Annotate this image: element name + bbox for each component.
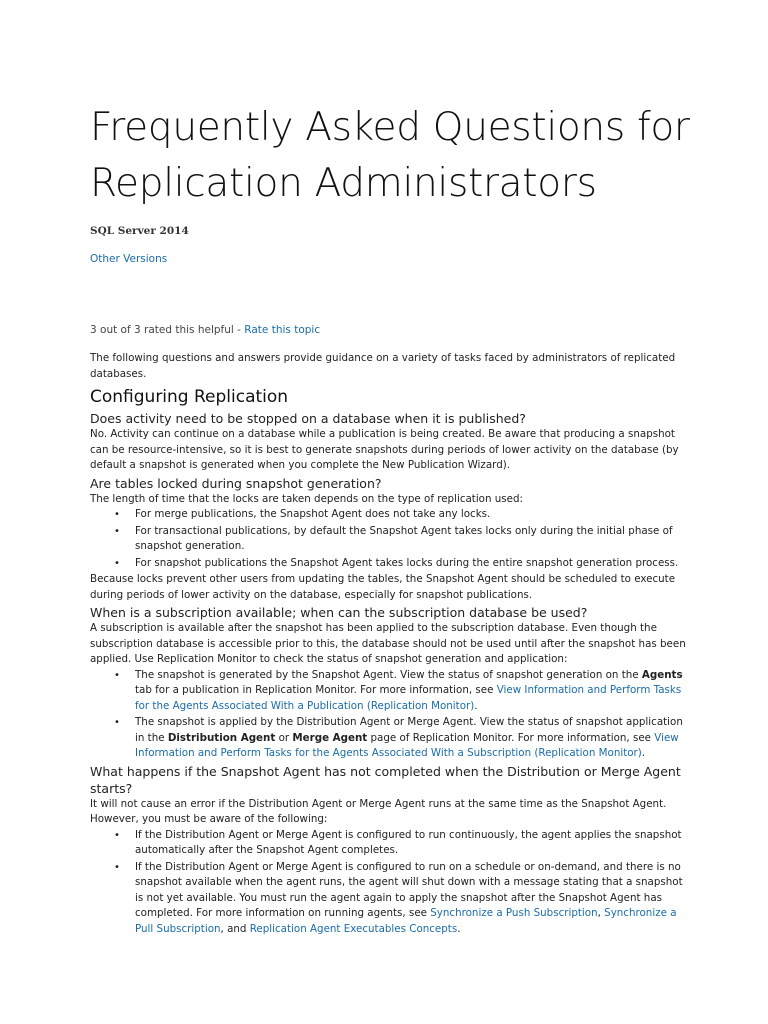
bullet-text: , xyxy=(597,907,605,919)
question-heading-activity: Does activity need to be stopped on a database when it is published? xyxy=(90,411,526,426)
distribution-agent-label: Distribution Agent xyxy=(167,731,276,744)
bullet-text: . xyxy=(457,922,461,935)
bullet-text: tab for a publication in Replication Monitor. For more information, see xyxy=(135,684,497,696)
rating-text: 3 out of 3 rated this helpful - xyxy=(90,324,245,336)
answer-locks-outro: Because locks prevent other users from updating the tables, the Snapshot Agent should be scheduled to execute during periods of lower activity on the database, especially for snapshot publications. xyxy=(90,573,676,601)
list-item xyxy=(135,860,690,938)
bullet-text: The snapshot is applied by the Distribution Agent or Merge Agent. View the status of snapshot application in the xyxy=(135,716,683,744)
list-item: • For merge publications, the Snapshot Agent does not take any locks. xyxy=(135,507,690,523)
question-heading-locks: Are tables locked during snapshot generation? xyxy=(90,475,382,491)
section-heading-configuring-replication: Configuring Replication xyxy=(90,387,289,407)
list-item: • If the Distribution Agent or Merge Agent is configured to run continuously, the agent applies the snapshot automatically after the Snapshot Agent completes. xyxy=(135,828,690,859)
list-item: • For snapshot publications the Snapshot Agent takes locks during the entire snapshot generation process. xyxy=(135,556,690,572)
bullet-text: If the Distribution Agent or Merge Agent is configured to run on a schedule or on-demand, and there is no snapshot available when the agent runs, the agent will shut down with a message stating that a snapshot is not yet available. You must run the agent again to apply the snapshot after the Snapshot Agent has completed. For more information on running agents, see xyxy=(135,860,683,919)
question-heading-snapshot-not-completed: What happens if the Snapshot Agent has not completed when the Distribution or Merge Agent starts? xyxy=(90,763,681,796)
subscription-bullet-list xyxy=(90,668,690,762)
locks-bullet-list xyxy=(90,507,690,571)
rating-line xyxy=(90,324,320,336)
agents-tab-label: Agents xyxy=(641,668,683,681)
list-item: • For transactional publications, by default the Snapshot Agent takes locks only during the initial phase of snapshot generation. xyxy=(135,524,690,555)
product-version-label: SQL Server 2014 xyxy=(90,225,189,237)
bullet-text: page of Replication Monitor. For more information, see xyxy=(367,731,655,744)
bullet-text: The snapshot is generated by the Snapshot Agent. View the status of snapshot generation on the xyxy=(135,668,642,681)
answer-subscription-intro: A subscription is available after the snapshot has been applied to the subscription database. Even though the subscription database is accessible prior to this, the database should not be used until after the snapshot has been applied. Use Replication Monitor to check the status of snapshot generation and application: xyxy=(90,622,686,665)
question-heading-subscription-available: When is a subscription available; when can the subscription database be used? xyxy=(90,605,588,620)
push-subscription-link[interactable]: Synchronize a Push Subscription xyxy=(430,907,598,919)
merge-agent-label: Merge Agent xyxy=(292,731,368,744)
answer-snapshot-intro: It will not cause an error if the Distribution Agent or Merge Agent runs at the same time as the Snapshot Agent. However, you must be aware of the following: xyxy=(90,797,667,825)
agent-executables-link[interactable]: Replication Agent Executables Concepts xyxy=(249,922,458,935)
list-item xyxy=(135,668,690,715)
article-body xyxy=(90,351,690,938)
bullet-text: . xyxy=(474,699,478,712)
rate-this-topic-link[interactable]: Rate this topic xyxy=(244,324,321,336)
other-versions-link[interactable]: Other Versions xyxy=(90,253,168,265)
publication-agents-link[interactable]: View Information and Perform Tasks for the Agents Associated With a Publication (Replication Monitor) xyxy=(135,684,682,712)
bullet-text: , and xyxy=(220,922,250,935)
page-title: Frequently Asked Questions for Replication Administrators xyxy=(90,105,690,206)
snapshot-bullet-list xyxy=(90,828,690,938)
bullet-text: or xyxy=(275,731,293,744)
answer-activity: No. Activity can continue on a database while a publication is being created. Be aware that producing a snapshot can be resource-intensive, so it is best to generate snapshots during periods of lower activity on the database (by default a snapshot is generated when you complete the New Publication Wizard). xyxy=(90,428,679,471)
answer-locks-intro: The length of time that the locks are taken depends on the type of replication used: xyxy=(90,492,524,505)
bullet-text: . xyxy=(641,747,646,759)
list-item xyxy=(135,715,690,762)
intro-paragraph: The following questions and answers provide guidance on a variety of tasks faced by administrators of replicated databases. xyxy=(90,352,676,380)
pull-subscription-link[interactable]: Synchronize a Pull Subscription xyxy=(135,907,677,935)
subscription-agents-link[interactable]: View Information and Perform Tasks for the Agents Associated With a Subscription (Replication Monitor) xyxy=(135,731,679,759)
